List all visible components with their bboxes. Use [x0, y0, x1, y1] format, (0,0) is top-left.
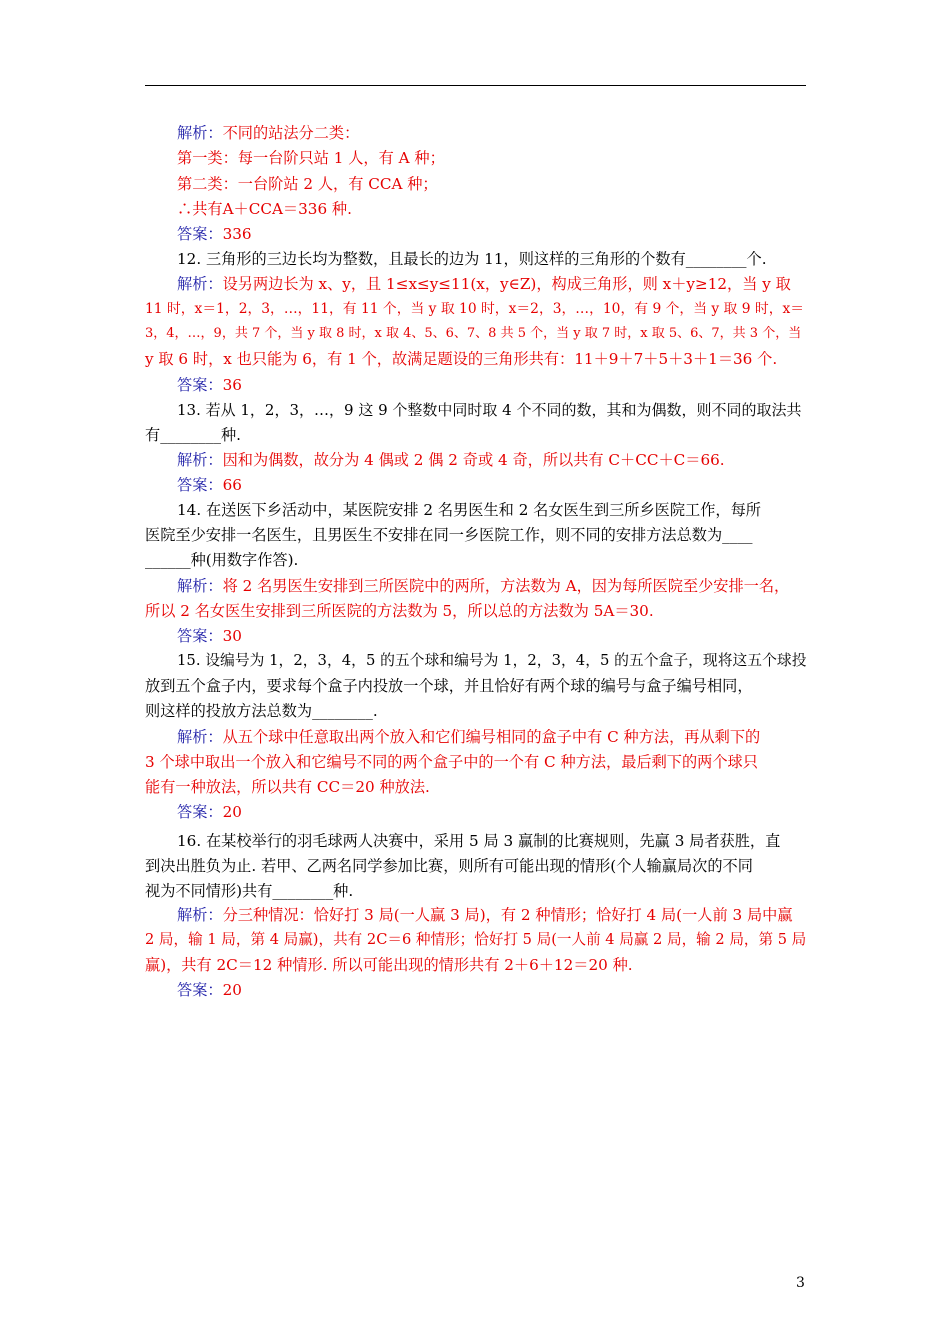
text-line: 赢)，共有 2C＝12 种情形. 所以可能出现的情形共有 2＋6＋12＝20 种.	[145, 956, 633, 974]
text-line: 11 时，x＝1，2，3，…，11，有 11 个，当 y 取 10 时，x＝2，3，…，10，有 9 个，当 y 取 9 时，x＝	[145, 301, 805, 317]
solution-label: 解析：	[177, 124, 223, 142]
text-line: 解析：不同的站法分二类：	[177, 124, 360, 142]
question-14: 14. 在送医下乡活动中，某医院安排 2 名男医生和 2 名女医生到三所乡医院工作，每所	[177, 501, 761, 519]
text-line: 视为不同情形)共有________种.	[145, 882, 354, 900]
text-line: ∴共有A＋CCA＝336 种.	[177, 200, 352, 218]
text-line: 所以 2 名女医生安排到三所医院的方法数为 5，所以总的方法数为 5A＝30.	[145, 602, 654, 620]
text-line: 解析：设另两边长为 x、y，且 1≤x≤y≤11(x，y∈Z)，构成三角形，则 x＋y≥12，当 y 取	[177, 275, 791, 293]
text-line: 2 局，输 1 局，第 4 局赢)，共有 2C＝6 种情形；恰好打 5 局(一人前 4 局赢 2 局，输 2 局，第 5 局	[145, 931, 807, 948]
text-line: 第二类：一台阶站 2 人，有 CCA 种；	[177, 175, 438, 193]
answer-line: 答案：36	[177, 376, 242, 394]
text-line: 解析：因和为偶数，故分为 4 偶或 2 偶 2 奇或 4 奇，所以共有 C＋CC＋C＝66.	[177, 451, 725, 469]
question-16: 16. 在某校举行的羽毛球两人决赛中，采用 5 局 3 赢制的比赛规则，先赢 3 局者获胜，直	[177, 832, 781, 850]
question-15: 15. 设编号为 1，2，3，4，5 的五个球和编号为 1，2，3，4，5 的五个盒子，现将这五个球投	[177, 652, 807, 669]
text-line: 解析：从五个球中任意取出两个放入和它们编号相同的盒子中有 C 种方法，再从剩下的	[177, 728, 761, 746]
answer-line: 答案：20	[177, 803, 242, 821]
text-line: y 取 6 时，x 也只能为 6，有 1 个，故满足题设的三角形共有：11＋9＋7＋5＋3＋1＝36 个.	[145, 350, 778, 368]
text-line: 放到五个盒子内，要求每个盒子内投放一个球，并且恰好有两个球的编号与盒子编号相同，	[145, 677, 753, 695]
text-line: ______种(用数字作答).	[145, 551, 299, 569]
text-line: 到决出胜负为止. 若甲、乙两名同学参加比赛，则所有可能出现的情形(个人输赢局次的不同	[145, 857, 753, 875]
text-line: 有________种.	[145, 426, 241, 444]
text-line: 医院至少安排一名医生，且男医生不安排在同一乡医院工作，则不同的安排方法总数为____	[145, 526, 753, 544]
question-12: 12. 三角形的三边长均为整数，且最长的边为 11，则这样的三角形的个数有________个.	[177, 250, 767, 268]
text-line: 则这样的投放方法总数为________.	[145, 702, 378, 720]
answer-line: 答案：336	[177, 225, 252, 243]
answer-line: 答案：30	[177, 627, 242, 645]
text-line: 3，4，…，9，共 7 个，当 y 取 8 时，x 取 4、5、6、7、8 共 5 个，当 y 取 7 时，x 取 5、6、7，共 3 个，当	[145, 326, 802, 341]
answer-line: 答案：66	[177, 476, 242, 494]
text-line: 第一类：每一台阶只站 1 人，有 A 种；	[177, 149, 445, 167]
text-line: 3 个球中取出一个放入和它编号不同的两个盒子中的一个有 C 种方法，最后剩下的两个球只	[145, 753, 758, 771]
answer-line: 答案：20	[177, 981, 242, 999]
question-13: 13. 若从 1，2，3，…，9 这 9 个整数中同时取 4 个不同的数，其和为偶数，则不同的取法共	[177, 401, 802, 419]
text-line: 能有一种放法，所以共有 CC＝20 种放法.	[145, 778, 430, 796]
page-number: 3	[796, 1275, 805, 1291]
text-line: 解析：将 2 名男医生安排到三所医院中的两所，方法数为 A，因为每所医院至少安排一名，	[177, 577, 790, 595]
header-rule	[145, 85, 806, 86]
text-line: 解析：分三种情况：恰好打 3 局(一人赢 3 局)，有 2 种情形；恰好打 4 局(一人前 3 局中赢	[177, 906, 793, 924]
